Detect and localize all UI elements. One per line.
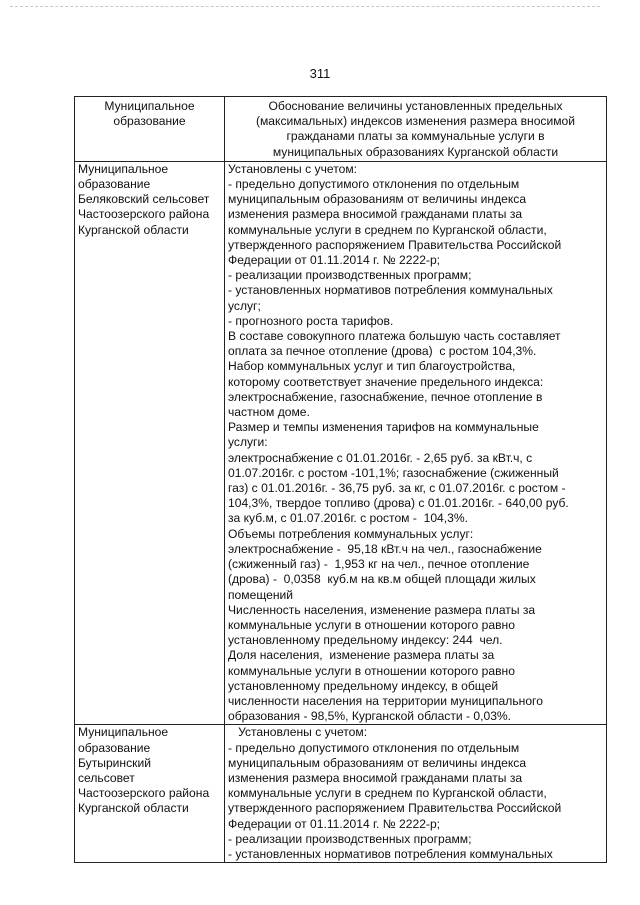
header-line: Муниципальное <box>104 99 195 113</box>
justification-line: - предельно допустимого отклонения по отдельным <box>228 740 520 755</box>
municipality-line: Частоозерского района <box>78 207 210 222</box>
table-header-row <box>75 97 607 162</box>
municipality-line: Муниципальное <box>78 725 169 740</box>
justification-line: услуги: <box>228 435 268 450</box>
justification-line: - реализации производственных программ; <box>228 831 472 846</box>
justification-line: - установленных нормативов потребления коммунальных <box>228 283 553 298</box>
municipality-line: Бутыринский <box>78 755 151 770</box>
justification-line: изменения размера вносимой гражданами платы за <box>228 207 523 222</box>
municipality-line: Курганской области <box>78 222 189 237</box>
justification-line: электроснабжение - 95,18 кВт.ч на чел., газоснабжение <box>228 541 542 556</box>
justification-line: помещений <box>228 587 294 602</box>
municipality-line: образование <box>78 740 151 755</box>
justification-line: - прогнозного роста тарифов. <box>228 313 394 328</box>
justification-cell <box>225 161 607 725</box>
justification-line: Набор коммунальных услуг и тип благоустройства, <box>228 359 516 374</box>
justification-line: электроснабжение, газоснабжение, печное отопление в <box>228 389 543 404</box>
justification-line: утвержденного распоряжением Правительства Российской <box>228 801 562 816</box>
header-line: образование <box>113 114 186 129</box>
justification-line: 01.07.2016г. с ростом -101,1%; газоснабжение (сжиженный <box>228 465 559 480</box>
justification-table <box>74 96 607 863</box>
justification-line: изменения размера вносимой гражданами платы за <box>228 770 523 785</box>
justification-line: Установлены с учетом: <box>228 725 368 740</box>
table-row <box>75 161 607 725</box>
justification-line: установленному предельному индексу: 244 чел. <box>228 633 503 648</box>
justification-line: за куб.м, с 01.07.2016г. с ростом - 104,3%. <box>228 511 468 526</box>
justification-line: утвержденного распоряжением Правительства Российской <box>228 237 562 252</box>
municipality-line: Частоозерского района <box>78 786 210 801</box>
justification-line: Федерации от 01.11.2014 г. № 2222-р; <box>228 253 441 268</box>
table-row <box>75 725 607 863</box>
header-municipality <box>75 97 225 162</box>
justification-line: Установлены с учетом: <box>228 161 357 176</box>
justification-line: 104,3%, твердое топливо (дрова) с 01.01.2016г. - 640,00 руб. <box>228 496 569 511</box>
justification-line: (сжиженный газ) - 1,953 кг на чел., печное отопление <box>228 557 530 572</box>
justification-line: Объемы потребления коммунальных услуг: <box>228 526 474 541</box>
municipality-line: сельсовет <box>78 770 135 785</box>
justification-line: - установленных нормативов потребления коммунальных <box>228 846 553 861</box>
justification-line: коммунальные услуги в среднем по Курганской области, <box>228 222 547 237</box>
justification-line: коммунальные услуги в отношении которого равно <box>228 663 515 678</box>
justification-line: Доля населения, изменение размера платы за <box>228 648 495 663</box>
municipality-cell <box>75 725 225 863</box>
justification-line: Численность населения, изменение размера платы за <box>228 602 536 617</box>
municipality-line: образование <box>78 177 151 192</box>
justification-line: коммунальные услуги в отношении которого равно <box>228 617 515 632</box>
justification-line: частном доме. <box>228 405 310 420</box>
justification-line: электроснабжение с 01.01.2016г. - 2,65 руб. за кВт.ч, с <box>228 450 533 465</box>
justification-line: численности населения на территории муниципального <box>228 693 543 708</box>
justification-line: Размер и темпы изменения тарифов на коммунальные <box>228 420 539 435</box>
municipality-cell <box>75 161 225 725</box>
page-number: 311 <box>309 66 331 81</box>
justification-cell <box>225 725 607 863</box>
justification-line: В составе совокупного платежа большую часть составляет <box>228 329 561 344</box>
justification-line: (дрова) - 0,0358 куб.м на кв.м общей площади жилых <box>228 572 536 587</box>
municipality-line: Муниципальное <box>78 161 169 176</box>
justification-line: оплата за печное отопление (дрова) с ростом 104,3%. <box>228 344 537 359</box>
header-line: (максимальных) индексов изменения размера вносимой <box>255 114 576 129</box>
justification-line: которому соответствует значение предельного индекса: <box>228 374 544 389</box>
table-body <box>75 161 607 862</box>
scan-edge-marks <box>10 6 600 7</box>
header-line: гражданами платы за коммунальные услуги в <box>286 129 545 144</box>
justification-line: - реализации производственных программ; <box>228 268 472 283</box>
justification-line: - предельно допустимого отклонения по отдельным <box>228 177 520 192</box>
justification-line: коммунальные услуги в среднем по Курганской области, <box>228 786 547 801</box>
justification-line: установленному предельному индексу, в общей <box>228 678 499 693</box>
justification-line: услуг; <box>228 298 261 313</box>
municipality-line: Курганской области <box>78 801 189 816</box>
header-justification <box>225 97 607 162</box>
justification-line: муниципальным образованиям от величины индекса <box>228 192 527 207</box>
header-line: Обоснование величины установленных предельных <box>268 99 563 113</box>
justification-line: газ) с 01.01.2016г. - 36,75 руб. за кг, с 01.07.2016г. с ростом - <box>228 481 566 496</box>
justification-line: муниципальным образованиям от величины индекса <box>228 755 527 770</box>
header-line: муниципальных образованиях Курганской области <box>272 144 559 159</box>
justification-line: Федерации от 01.11.2014 г. № 2222-р; <box>228 816 441 831</box>
justification-line: образования - 98,5%, Курганской области - 0,03%. <box>228 709 512 724</box>
municipality-line: Беляковский сельсовет <box>78 192 210 207</box>
